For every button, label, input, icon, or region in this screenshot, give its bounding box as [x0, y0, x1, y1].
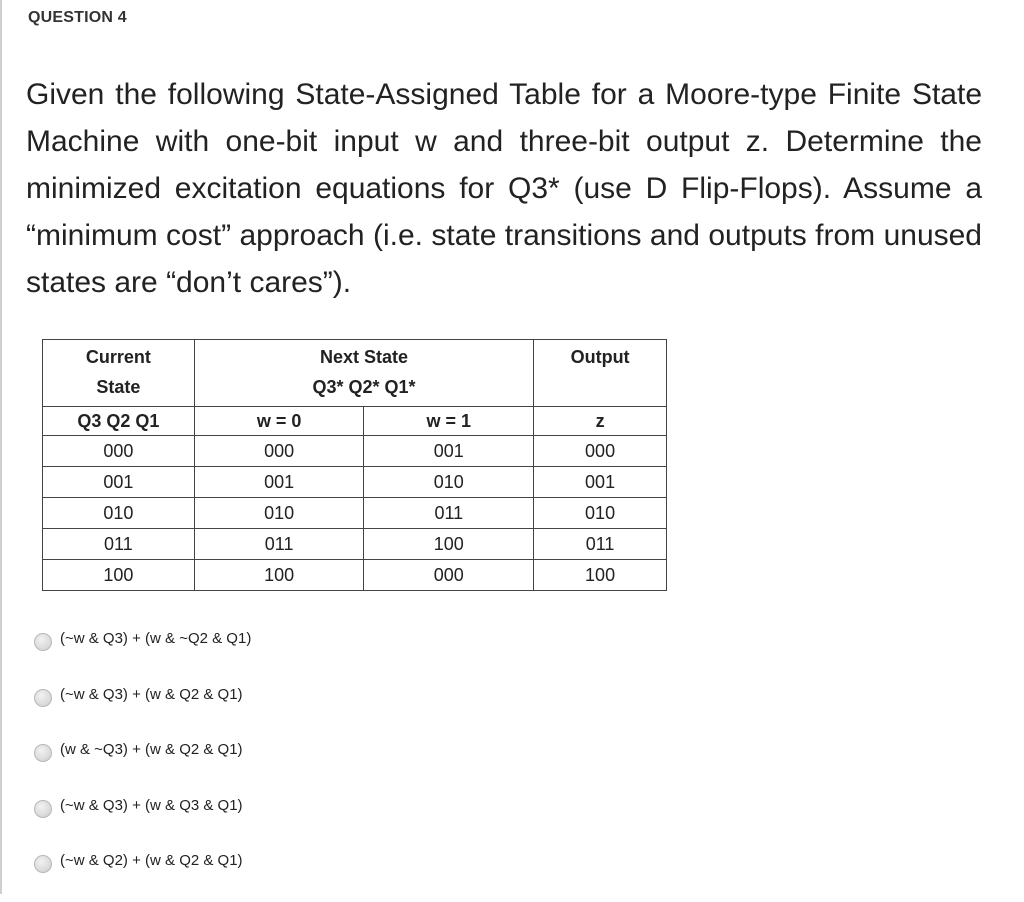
header-current-state	[43, 340, 195, 407]
cell-current: 000	[43, 436, 195, 467]
header-next-line2: Q3* Q2* Q1*	[312, 377, 416, 397]
cell-output: 100	[534, 560, 667, 591]
answer-option-label[interactable]: (~w & Q3) + (w & ~Q2 & Q1)	[60, 630, 252, 647]
cell-current: 010	[43, 498, 195, 529]
header-output-label: Output	[570, 347, 630, 367]
cell-output: 001	[534, 467, 667, 498]
cell-next-w1: 100	[364, 529, 534, 560]
subheader-w1: w = 1	[364, 407, 534, 436]
cell-next-w1: 000	[364, 560, 534, 591]
cell-current: 011	[43, 529, 195, 560]
cell-next-w0: 010	[194, 498, 364, 529]
header-next-line1: Next State	[319, 347, 408, 367]
cell-output: 000	[534, 436, 667, 467]
cell-output: 011	[534, 529, 667, 560]
cell-next-w0: 011	[194, 529, 364, 560]
table-row	[43, 560, 667, 591]
cell-output: 010	[534, 498, 667, 529]
answer-option-label[interactable]: (w & ~Q3) + (w & Q2 & Q1)	[60, 741, 243, 758]
header-next-state	[194, 340, 533, 407]
left-border	[0, 0, 2, 894]
radio-button-2[interactable]	[34, 689, 52, 707]
radio-button-1[interactable]	[34, 633, 52, 651]
radio-button-4[interactable]	[34, 800, 52, 818]
table-row	[43, 529, 667, 560]
subheader-z: z	[534, 407, 667, 436]
cell-next-w0: 001	[194, 467, 364, 498]
header-output	[534, 340, 667, 407]
radio-button-3[interactable]	[34, 744, 52, 762]
answer-option-label[interactable]: (~w & Q3) + (w & Q2 & Q1)	[60, 685, 243, 703]
subheader-w0: w = 0	[194, 407, 364, 436]
header-current-line1: Current	[85, 347, 151, 367]
table-row	[43, 436, 667, 467]
answer-option-label[interactable]: (~w & Q3) + (w & Q3 & Q1)	[60, 796, 243, 814]
header-current-line2: State	[96, 377, 141, 397]
subheader-current-bits: Q3 Q2 Q1	[43, 407, 195, 436]
answer-option-label[interactable]: (~w & Q2) + (w & Q2 & Q1)	[60, 852, 243, 869]
table-row	[43, 467, 667, 498]
cell-current: 100	[43, 560, 195, 591]
state-assigned-table	[42, 339, 667, 591]
cell-next-w1: 011	[364, 498, 534, 529]
table-header-row	[43, 340, 667, 407]
question-label: QUESTION 4	[28, 9, 127, 26]
cell-current: 001	[43, 467, 195, 498]
question-prompt: Given the following State-Assigned Table for a Moore-type Finite State Machine with one-bit input w and three-bit output z. Determine the minimized excitation equations for Q3* (use D Flip-Flops). Assume a “minimum cost” approach (i.e. state transitions and outputs from unused states are “don’t cares”).	[26, 78, 982, 299]
radio-button-5[interactable]	[34, 855, 52, 873]
cell-next-w1: 010	[364, 467, 534, 498]
cell-next-w0: 000	[194, 436, 364, 467]
table-subheader-row	[43, 407, 667, 436]
cell-next-w1: 001	[364, 436, 534, 467]
table-row	[43, 498, 667, 529]
cell-next-w0: 100	[194, 560, 364, 591]
